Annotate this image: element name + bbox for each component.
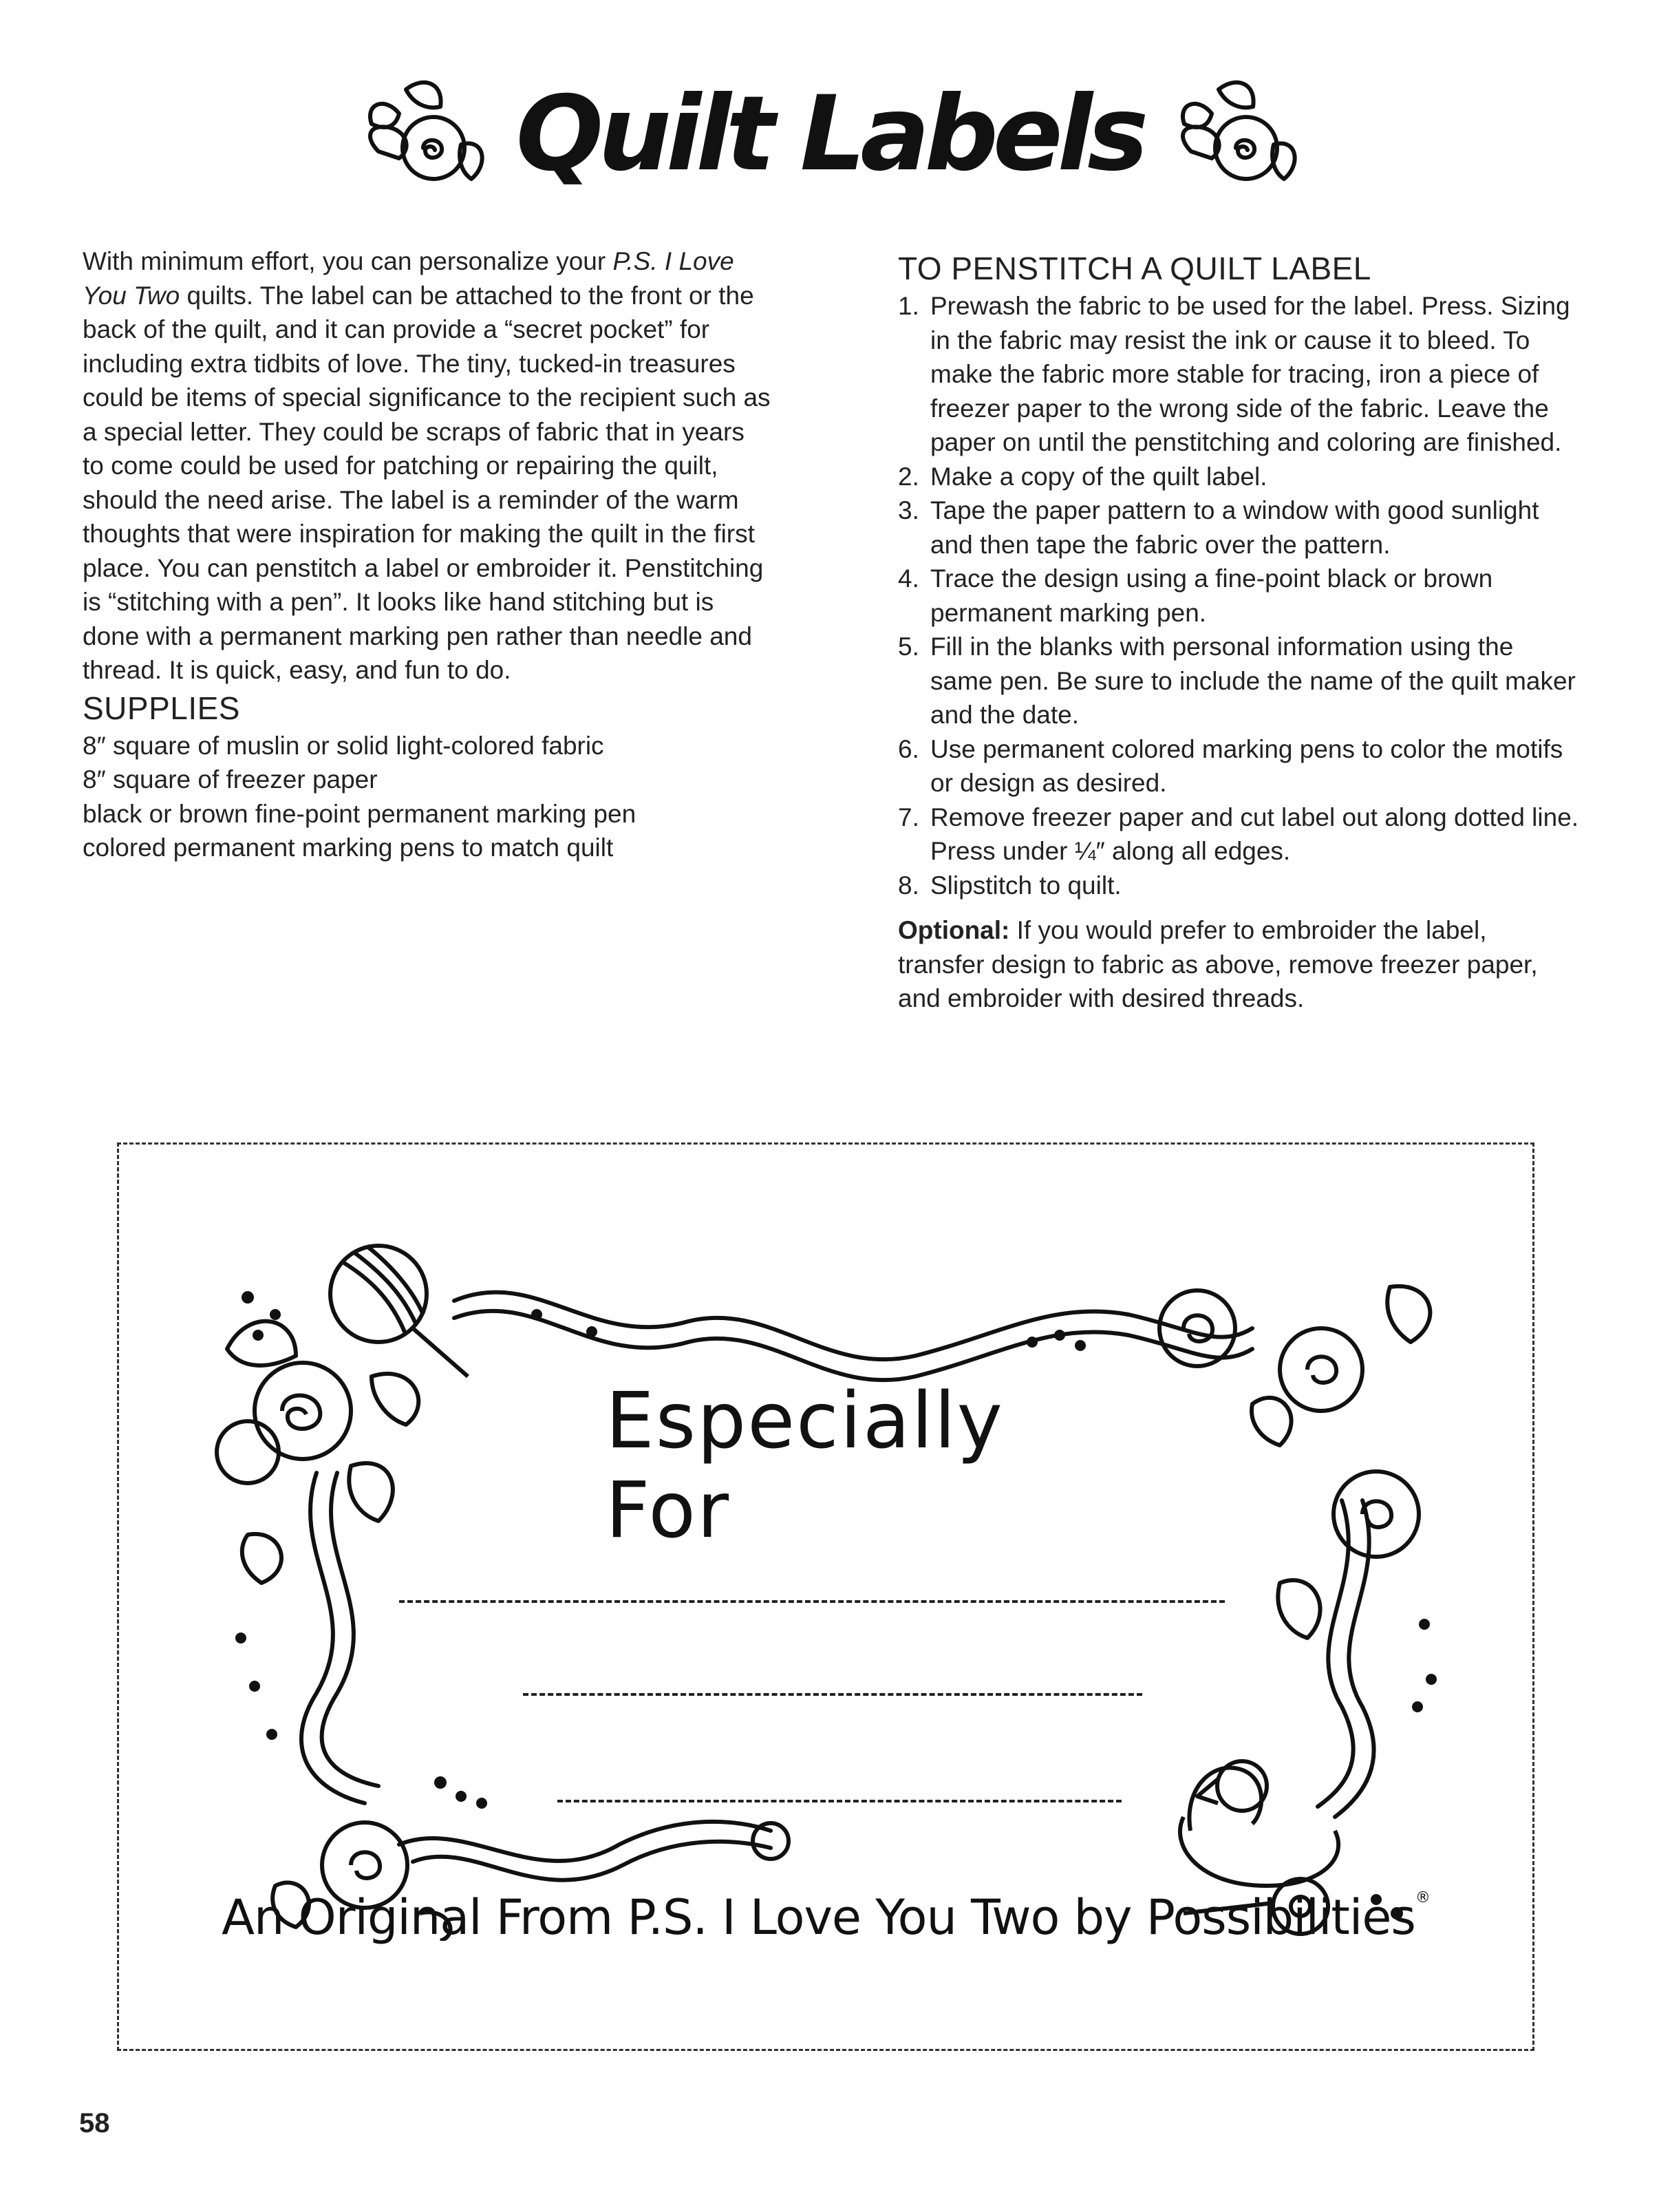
list-item: 1. Prewash the fabric to be used for the label. Press. Sizing in the fabric may resist the ink or cause it to bleed. To make the fabric more stable for tracing, iron a piece of freezer paper to the wrong side of the fabric. Leave the paper on until the penstitching and coloring are finished. [898,292,1570,456]
rose-icon [1159,1286,1430,1638]
list-item: 3. Tape the paper pattern to a window with good sunlight and then tape the fabric over the pattern. [898,496,1539,559]
list-item: 8. Slipstitch to quilt. [898,871,1122,900]
page-number: 58 [79,2108,110,2138]
intro-paragraph: With minimum effort, you can personalize your P.S. I Love You Two quilts. The label can be attached to the front or the back of the quilt, and it can provide a “secret pocket” for including extra tidbits of love. The tiny, tucked-in treasures could be items of special significance to the recipient such as a special letter. They could be scraps of fabric that in years to come could be used for patching or repairing the quilt, should the need arise. The label is a reminder of the warm thoughts that were inspiration for making the quilt in the first place. You can penstitch a label or embroider it. Penstitching is “stitching with a pen”. It looks like hand stitching but is done with a permanent marking pen rather than needle and thread. It is quick, easy, and fun to do. [83,247,771,684]
supplies-heading: SUPPLIES [83,690,240,726]
rose-icon [358,76,489,193]
rose-icon [1170,76,1301,193]
label-credit: An Original From P.S. I Love You Two by Possibilities® [222,1889,1430,1946]
label-fill-line [399,1600,1225,1603]
registered-mark: ® [1415,1889,1430,1906]
label-fill-line [557,1800,1122,1802]
book-title: P.S. I Love You Two [83,247,734,310]
rose-icon [217,1321,418,1583]
list-item: 2. Make a copy of the quilt label. [898,462,1267,491]
instructions-heading: TO PENSTITCH A QUILT LABEL [898,251,1371,286]
supply-item: 8″ square of freezer paper [83,765,378,794]
label-heading: Especially For [606,1376,1004,1555]
left-column [83,244,771,865]
page-title: Quilt Labels [515,74,1144,194]
steps-list [898,289,1579,902]
label-border-art [206,1225,1459,1941]
supply-item: 8″ square of muslin or solid light-colored fabric [83,731,604,760]
list-item: 5. Fill in the blanks with personal information using the same pen. Be sure to include the name of the quilt maker and the date. [898,632,1576,729]
supply-item: black or brown fine-point permanent marking pen [83,799,636,828]
list-item: 7. Remove freezer paper and cut label out along dotted line. Press under ¼″ along all edges. [898,802,1579,865]
rattle-icon [330,1246,468,1376]
optional-note: Optional: If you would prefer to embroider the label, transfer design to fabric as above, remove freezer paper, and embroider with desired threads. [898,916,1538,1012]
label-fill-line [523,1693,1142,1696]
list-item: 6. Use permanent colored marking pens to color the motifs or design as desired. [898,734,1563,797]
supply-item: colored permanent marking pens to match quilt [83,833,614,862]
list-item: 4. Trace the design using a fine-point black or brown permanent marking pen. [898,564,1493,627]
title-row [0,65,1659,203]
right-column [898,248,1579,1016]
